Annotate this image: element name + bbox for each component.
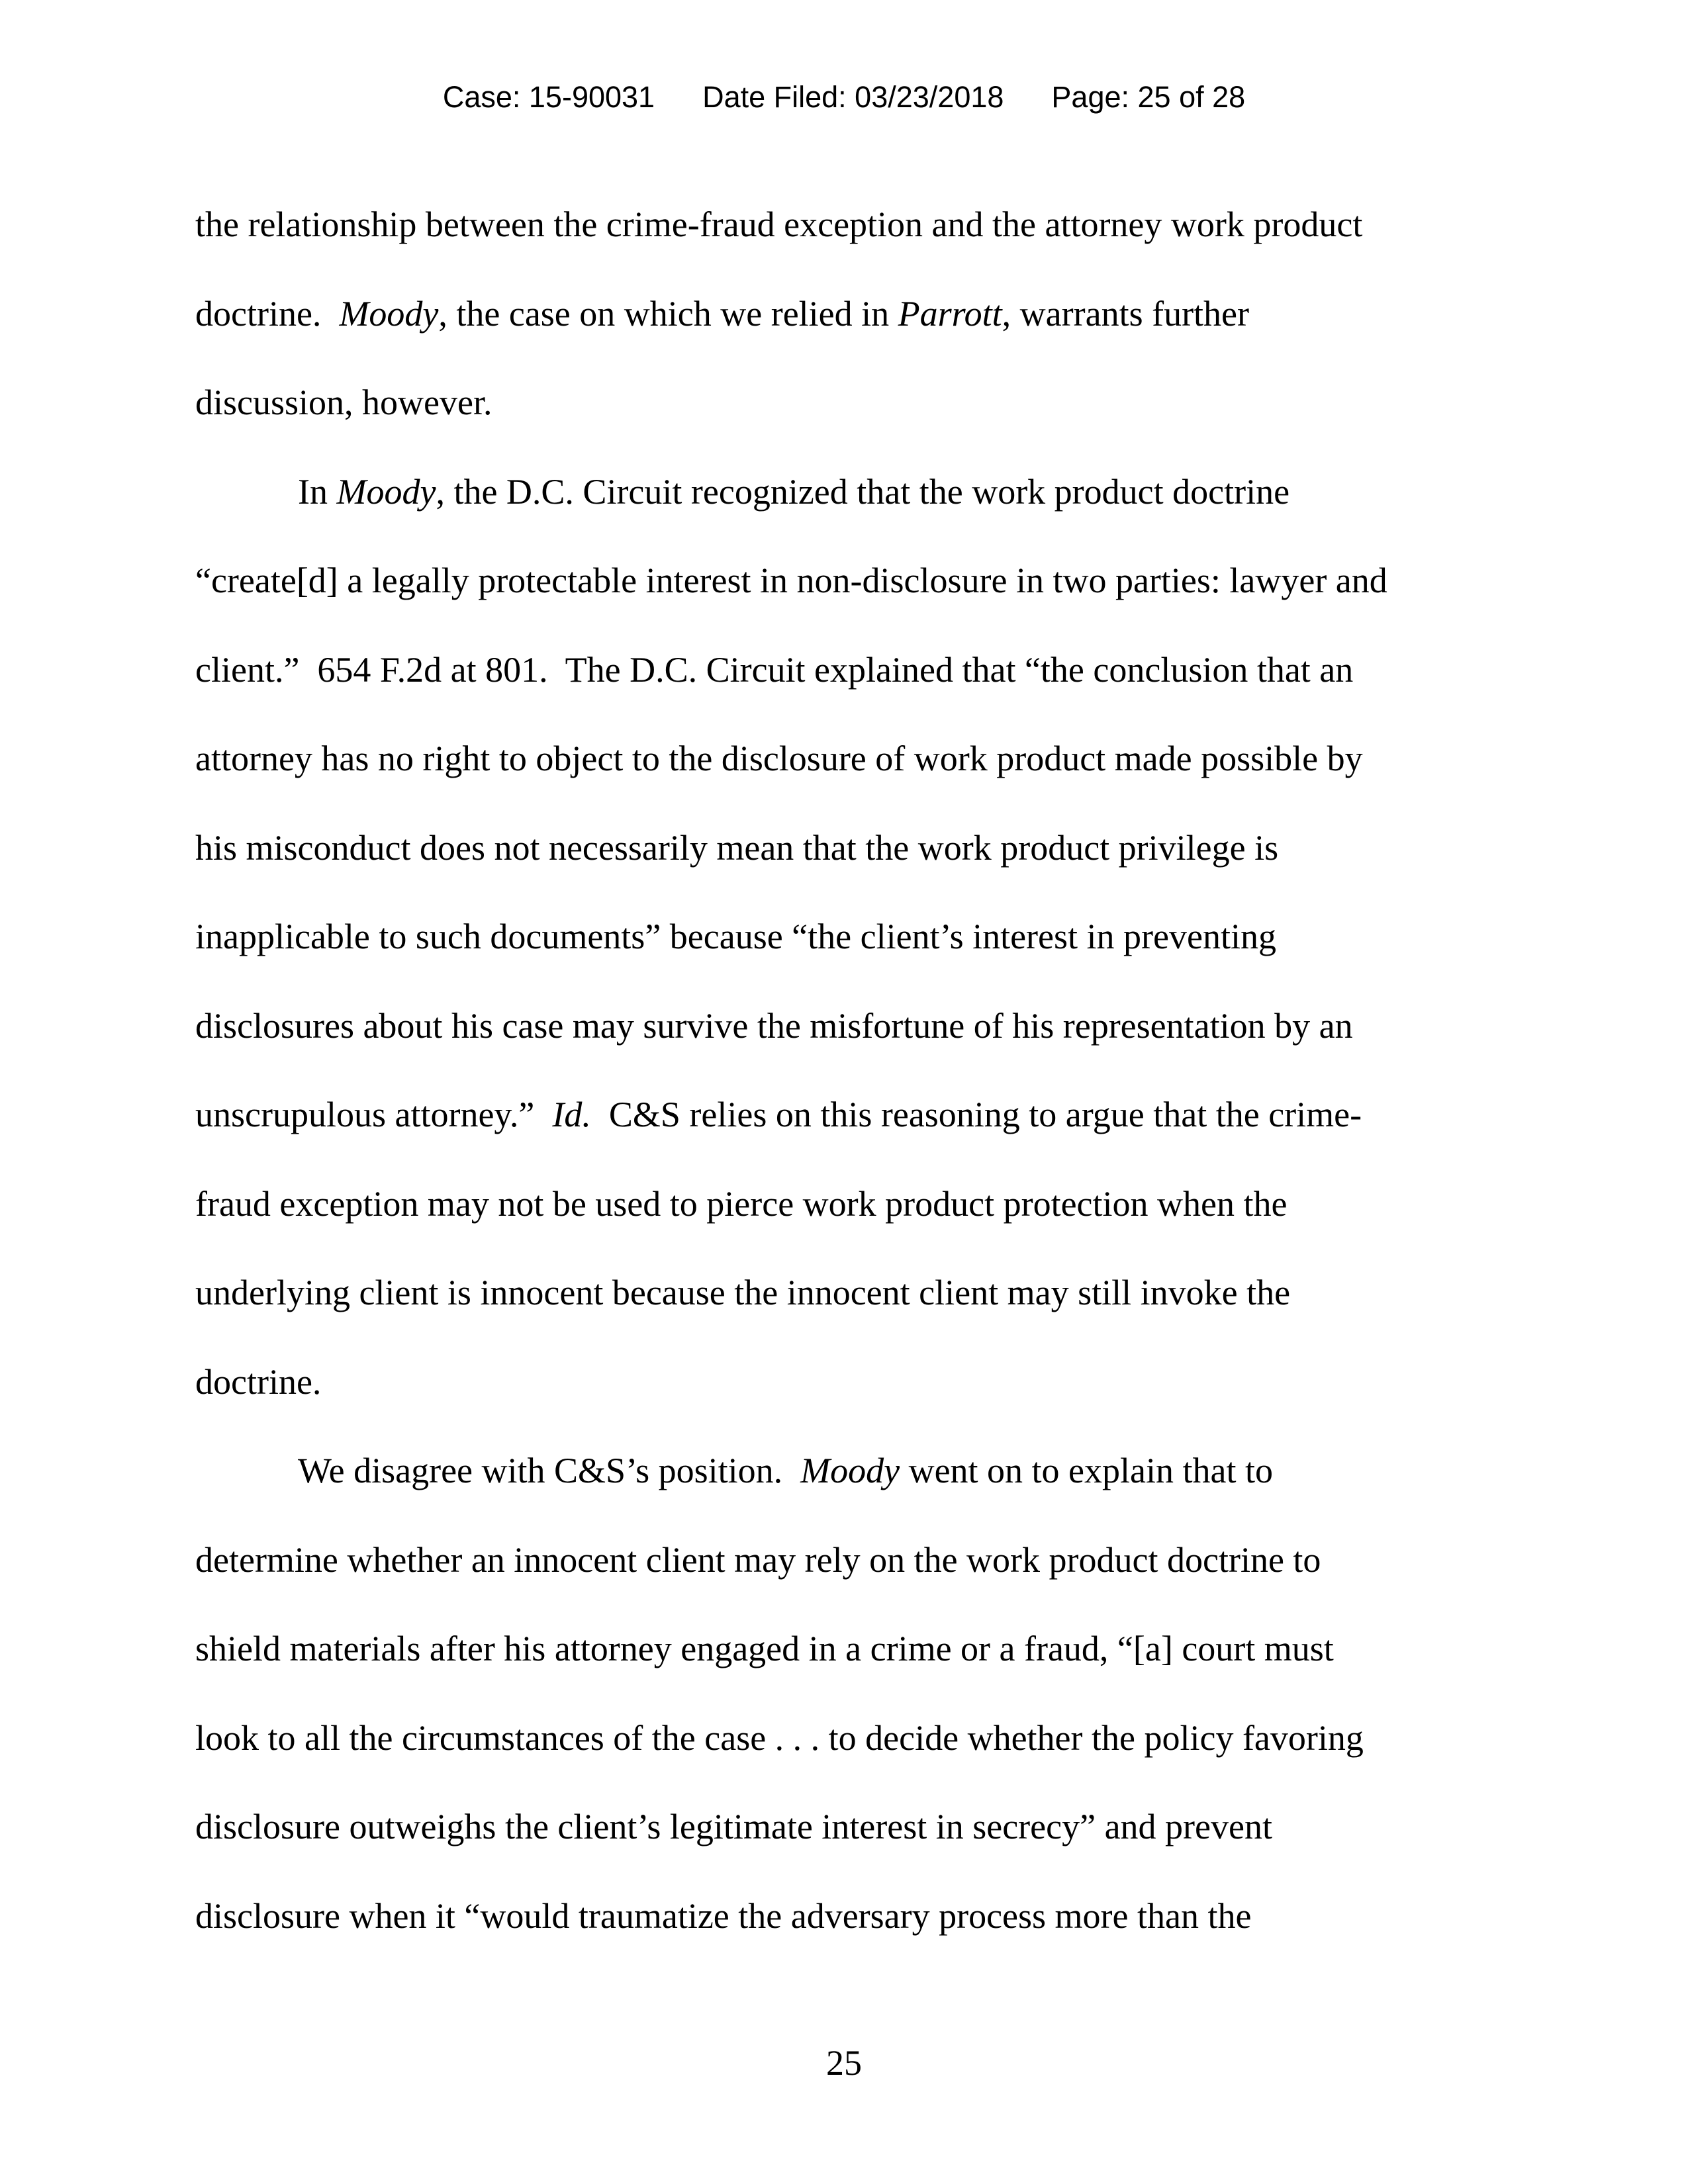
text-line [195,981,1387,1071]
body-text-segment: , the case on which we relied in [438,293,898,334]
text-line [195,180,1387,269]
body-text-segment: attorney has no right to object to the disclosure of work product made possible by [195,739,1363,778]
text-line [195,536,1387,625]
italic-citation-text: Id. [552,1095,591,1134]
italic-citation-text: Moody [800,1451,900,1490]
body-text-segment: doctrine. [195,1361,322,1402]
text-line [195,1872,1387,1961]
body-text-segment: inapplicable to such documents” because “the client’s interest in preventing [195,917,1276,956]
text-line [195,1070,1387,1160]
page-header [0,82,1688,112]
body-text-segment: “create[d] a legally protectable interest in non-disclosure in two parties: lawyer and [195,561,1387,600]
body-text-segment: his misconduct does not necessarily mean that the work product privilege is [195,827,1279,868]
body-text-segment: client.” 654 F.2d at 801. The D.C. Circuit explained that “the conclusion that an [195,649,1354,690]
body-text-segment: doctrine. [195,293,340,334]
text-line [195,447,1387,537]
text-line [195,1516,1387,1605]
body-text-segment: unscrupulous attorney.” [195,1095,553,1134]
text-line [195,1782,1387,1872]
body-text-segment: shield materials after his attorney engaged in a crime or a fraud, “[a] court must [195,1629,1334,1668]
header-case-number: Case: 15-90031 [442,80,655,114]
body-text-segment: determine whether an innocent client may rely on the work product doctrine to [195,1539,1321,1580]
text-line [195,803,1387,893]
body-text-segment: fraud exception may not be used to pierce work product protection when the [195,1183,1288,1224]
body-text-segment: C&S relies on this reasoning to argue that the crime- [590,1095,1362,1134]
header-date-filed: Date Filed: 03/23/2018 [702,80,1004,114]
text-line [195,1604,1387,1694]
text-line [195,269,1387,359]
body-text-segment: discussion, however. [195,383,492,422]
body-text-segment: , warrants further [1002,293,1250,334]
italic-citation-text: Parrott [898,293,1002,334]
body-text-segment: , the D.C. Circuit recognized that the work product doctrine [436,471,1290,512]
text-line [195,714,1387,803]
italic-citation-text: Moody [339,293,439,334]
text-line [195,358,1387,447]
text-line [195,892,1387,981]
body-text-segment: disclosure when it “would traumatize the adversary process more than the [195,1895,1252,1936]
body-text-segment: look to all the circumstances of the case . . . to decide whether the policy favoring [195,1717,1364,1758]
text-line [195,1248,1387,1338]
header-page-info: Page: 25 of 28 [1051,80,1246,114]
text-line [195,1338,1387,1427]
page-number: 25 [826,2043,862,2083]
body-text-segment: In [298,471,337,512]
text-line [195,1160,1387,1249]
body-text-segment: underlying client is innocent because the innocent client may still invoke the [195,1273,1291,1312]
body-text-segment: the relationship between the crime-fraud exception and the attorney work product [195,205,1363,244]
body-text-segment: disclosure outweighs the client’s legitimate interest in secrecy” and prevent [195,1807,1272,1846]
body-text-segment: disclosures about his case may survive the misfortune of his representation by an [195,1005,1353,1046]
document-body [195,180,1387,1960]
body-text-segment: went on to explain that to [900,1451,1273,1490]
text-line [195,1426,1387,1516]
page-footer [0,2045,1688,2081]
text-line [195,1694,1387,1783]
text-line [195,625,1387,715]
italic-citation-text: Moody [336,471,436,512]
body-text-segment: We disagree with C&S’s position. [298,1451,801,1490]
